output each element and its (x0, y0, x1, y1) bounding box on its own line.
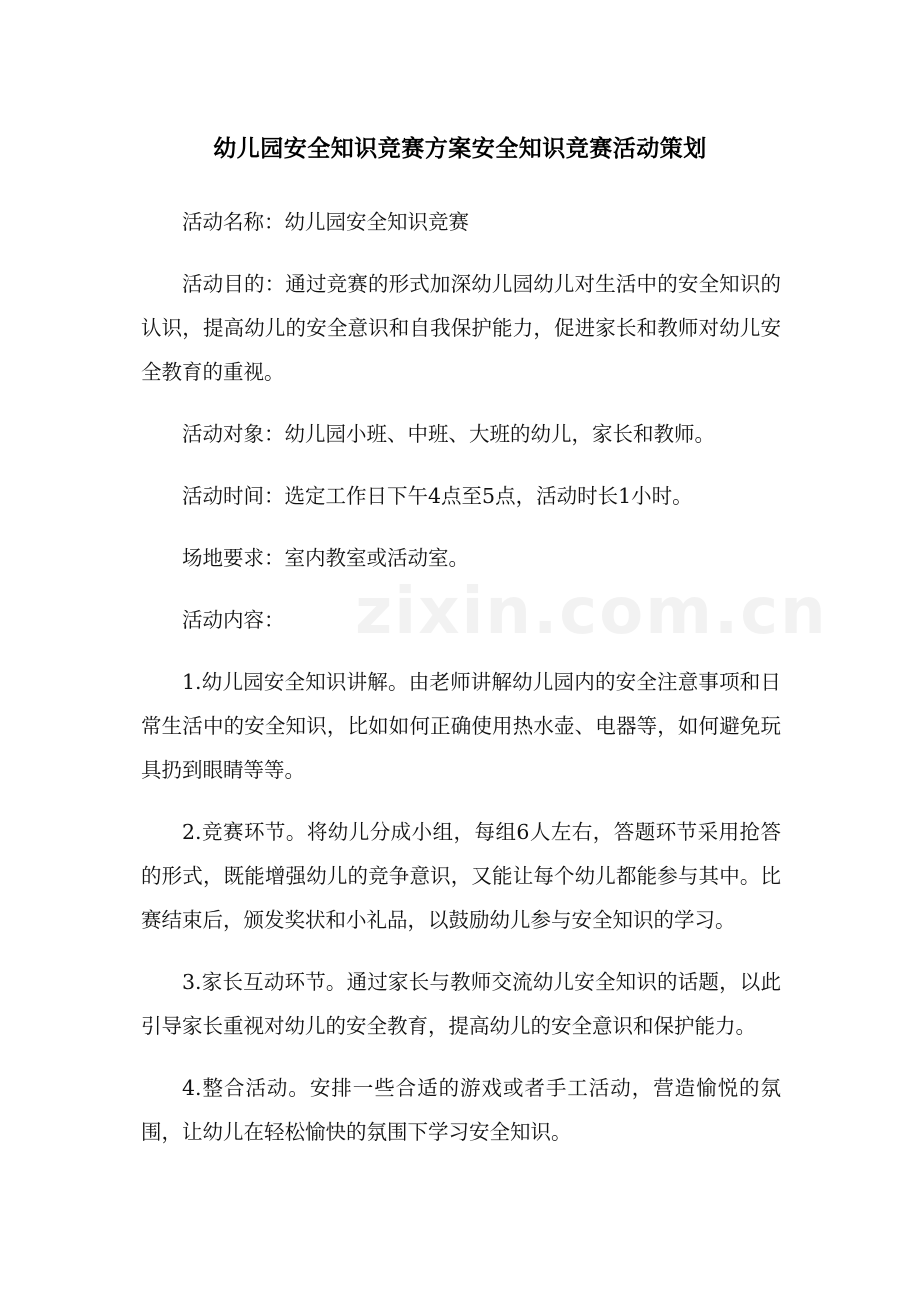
paragraph-activity-name: 活动名称：幼儿园安全知识竞赛 (182, 210, 469, 234)
paragraph-content-item-2: 2.竞赛环节。将幼儿分成小组，每组6人左右，答题环节采用抢答的形式，既能增强幼儿的竞争意识，又能让每个幼儿都能参与其中。比赛结束后，颁发奖状和小礼品，以鼓励幼儿参与安全知识的学习。 (141, 820, 781, 932)
paragraph-content-item-3: 3.家长互动环节。通过家长与教师交流幼儿安全知识的话题，以此引导家长重视对幼儿的安全教育，提高幼儿的安全意识和保护能力。 (141, 970, 781, 1038)
paragraph-activity-time: 活动时间：选定工作日下午4点至5点，活动时长1小时。 (182, 484, 693, 508)
paragraph-activity-purpose: 活动目的：通过竞赛的形式加深幼儿园幼儿对生活中的安全知识的认识，提高幼儿的安全意识和自我保护能力，促进家长和教师对幼儿安全教育的重视。 (141, 272, 781, 384)
document-title: 幼儿园安全知识竞赛方案安全知识竞赛活动策划 (213, 136, 707, 162)
paragraph-activity-target: 活动对象：幼儿园小班、中班、大班的幼儿，家长和教师。 (182, 422, 715, 446)
document-body (141, 200, 828, 1172)
paragraph-content-item-4: 4.整合活动。安排一些合适的游戏或者手工活动，营造愉悦的氛围，让幼儿在轻松愉快的氛围下学习安全知识。 (141, 1076, 781, 1144)
paragraph-activity-content-heading: 活动内容： (182, 608, 285, 632)
watermark: zixin.com.cn (355, 575, 828, 649)
paragraph-venue-requirement: 场地要求：室内教室或活动室。 (182, 546, 469, 570)
paragraph-content-item-1: 1.幼儿园安全知识讲解。由老师讲解幼儿园内的安全注意事项和日常生活中的安全知识，比如如何正确使用热水壶、电器等，如何避免玩具扔到眼睛等等。 (141, 670, 781, 782)
